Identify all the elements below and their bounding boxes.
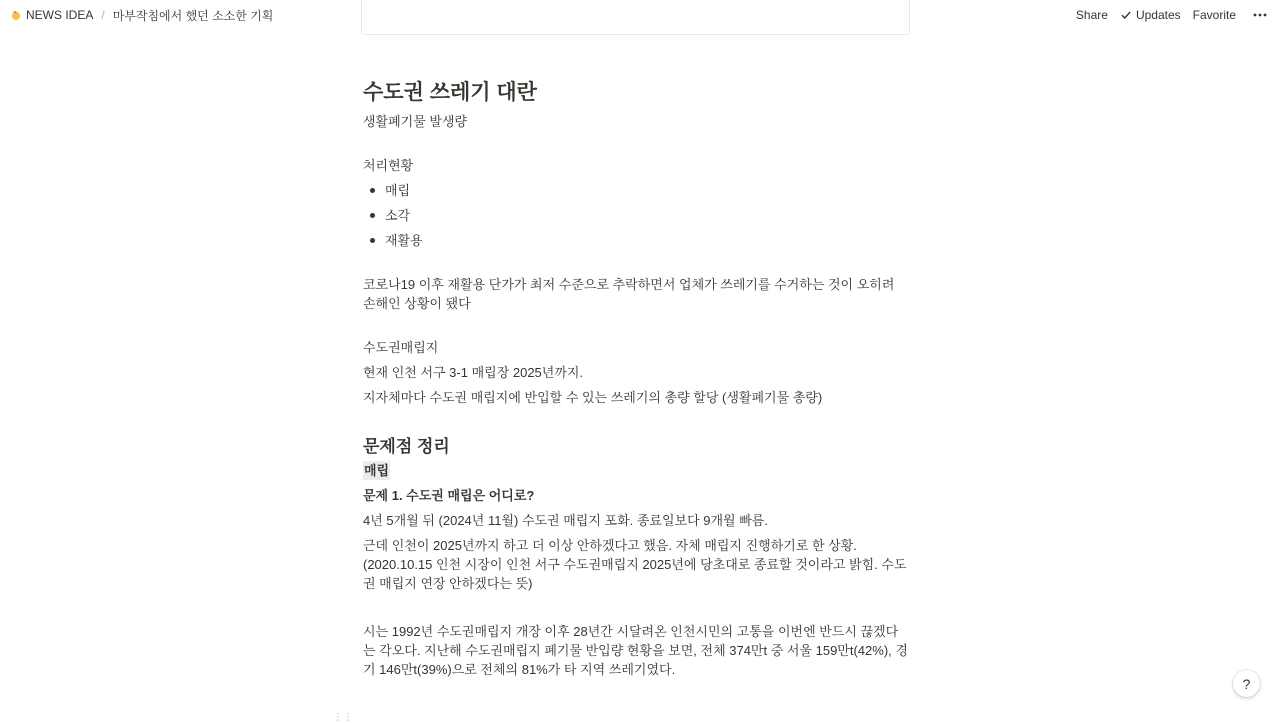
bullet-list bbox=[363, 181, 908, 250]
updates-label: Updates bbox=[1135, 8, 1181, 22]
more-horizontal-icon bbox=[1252, 9, 1268, 21]
text-block-bold[interactable]: 문제 1. 수도권 매립은 어디로? bbox=[363, 488, 535, 503]
empty-block[interactable] bbox=[363, 256, 908, 275]
help-button[interactable]: ? bbox=[1233, 670, 1260, 697]
more-button[interactable] bbox=[1244, 7, 1272, 23]
check-icon bbox=[1120, 9, 1132, 21]
text-block[interactable]: 시는 1992년 수도권매립지 개장 이후 28년간 시달려온 인천시민의 고통을 이번엔 반드시 끊겠다는 각오다. 지난해 수도권매립지 폐기물 반입량 현황을 보면, 전체 374만t 중 서울 159만t(42%), 경기 146만t(39%)으로 전체의 81%가 타 지역 쓰레기였다. bbox=[363, 624, 908, 677]
text-block[interactable]: 처리현황 bbox=[363, 158, 414, 173]
text-block[interactable]: 생활폐기물 발생량 bbox=[363, 114, 468, 129]
topbar-actions bbox=[1072, 6, 1272, 24]
heading-problems[interactable]: 문제점 정리 bbox=[363, 437, 450, 456]
text-block[interactable] bbox=[363, 536, 908, 593]
text-block[interactable]: 현재 인천 서구 3-1 매립장 2025년까지. bbox=[363, 365, 584, 380]
text-line: (2020.10.15 인천 시장이 인천 서구 수도권매립지 2025년에 당초대로 종료할 것이라고 밝힘. 수도권 매립지 연장 안하겠다는 뜻) bbox=[363, 557, 907, 591]
text-block[interactable]: 수도권매립지 bbox=[363, 340, 439, 355]
chick-emoji-icon bbox=[10, 9, 22, 21]
breadcrumb-page-label: 마부작침에서 했던 소소한 기획 bbox=[112, 8, 274, 23]
list-item[interactable]: 소각 bbox=[363, 206, 908, 225]
text-block[interactable]: 4년 5개월 뒤 (2024년 11월) 수도권 매립지 포화. 종료일보다 9개월 빠름. bbox=[363, 513, 768, 528]
drag-handle-icon[interactable]: ⋮⋮ bbox=[333, 712, 353, 723]
empty-block[interactable] bbox=[363, 413, 908, 435]
breadcrumb-workspace[interactable] bbox=[6, 6, 97, 24]
text-block[interactable]: 지자체마다 수도권 매립지에 반입할 수 있는 쓰레기의 총량 할당 (생활폐기물 총량) bbox=[363, 390, 823, 405]
callout-block bbox=[361, 0, 910, 35]
breadcrumb-page[interactable] bbox=[109, 5, 278, 26]
heading-title[interactable]: 수도권 쓰레기 대란 bbox=[363, 81, 537, 104]
empty-block[interactable] bbox=[363, 137, 908, 156]
favorite-label: Favorite bbox=[1192, 8, 1236, 22]
updates-button[interactable] bbox=[1116, 6, 1185, 24]
text-line: 근데 인천이 2025년까지 하고 더 이상 안하겠다고 했음. 자체 매립지 진행하기로 한 상황. bbox=[363, 538, 857, 553]
share-label: Share bbox=[1075, 8, 1108, 22]
empty-block[interactable] bbox=[363, 593, 908, 622]
highlighted-tag: 매립 bbox=[364, 463, 390, 478]
favorite-button[interactable] bbox=[1189, 6, 1240, 24]
breadcrumb-separator: / bbox=[101, 8, 105, 22]
list-item[interactable]: 매립 bbox=[363, 181, 908, 200]
breadcrumb-workspace-label: NEWS IDEA bbox=[26, 8, 94, 22]
empty-block[interactable] bbox=[363, 319, 908, 338]
list-item[interactable]: 재활용 bbox=[363, 231, 908, 250]
text-block[interactable] bbox=[363, 461, 908, 480]
breadcrumb bbox=[6, 0, 277, 30]
text-block[interactable]: 코로나19 이후 재활용 단가가 최저 수준으로 추락하면서 업체가 쓰레기를 수거하는 것이 오히려 손해인 상황이 됐다 bbox=[363, 277, 895, 311]
page-content bbox=[363, 78, 908, 685]
share-button[interactable] bbox=[1072, 6, 1112, 24]
